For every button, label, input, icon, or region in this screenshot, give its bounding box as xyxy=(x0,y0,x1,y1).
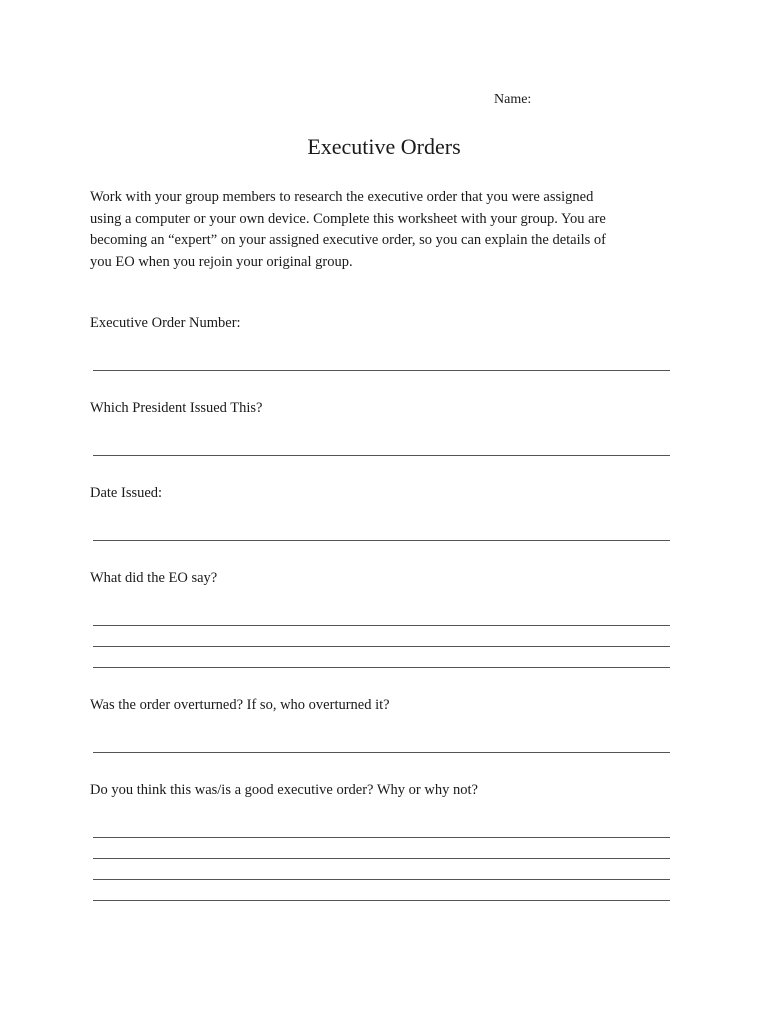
instructions-line: you EO when you rejoin your original group. xyxy=(90,253,353,270)
answer-line[interactable] xyxy=(93,900,670,901)
question-good-order-opinion: Do you think this was/is a good executive order? Why or why not? xyxy=(90,782,478,798)
answer-line[interactable] xyxy=(93,370,670,371)
answer-line[interactable] xyxy=(93,625,670,626)
question-overturned: Was the order overturned? If so, who overturned it? xyxy=(90,697,390,713)
answer-line[interactable] xyxy=(93,752,670,753)
question-date-issued: Date Issued: xyxy=(90,485,163,501)
question-president: Which President Issued This? xyxy=(90,400,263,416)
page-title: Executive Orders xyxy=(307,134,461,159)
name-label: Name: xyxy=(494,92,532,107)
instructions-line: Work with your group members to research the executive order that you were assigned xyxy=(90,189,594,205)
answer-line[interactable] xyxy=(93,667,670,668)
answer-line[interactable] xyxy=(93,837,670,838)
instructions-line: using a computer or your own device. Complete this worksheet with your group. You are xyxy=(90,210,606,227)
answer-line[interactable] xyxy=(93,858,670,859)
answer-line[interactable] xyxy=(93,455,670,456)
question-executive-order-number: Executive Order Number: xyxy=(90,315,241,331)
answer-line[interactable] xyxy=(93,540,670,541)
instructions-paragraph xyxy=(90,187,680,273)
instructions-line: becoming an “expert” on your assigned executive order, so you can explain the details of xyxy=(90,232,607,248)
answer-line[interactable] xyxy=(93,879,670,880)
question-what-eo-said: What did the EO say? xyxy=(90,570,218,586)
answer-line[interactable] xyxy=(93,646,670,647)
